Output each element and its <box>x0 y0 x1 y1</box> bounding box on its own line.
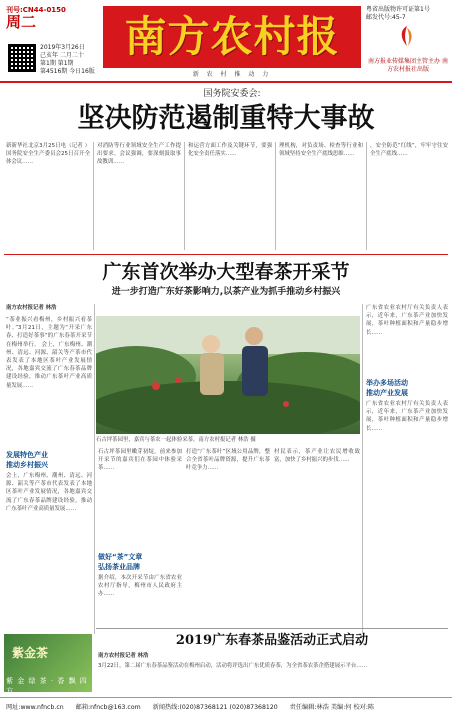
date-line: 2019年3月26日 <box>40 44 85 51</box>
story-subhead: 进一步打造广东好茶影响力,以茶产业为抓手推动乡村振兴 <box>111 287 341 297</box>
story-right-body-2: 广东省农业农村厅有关负责人表示，近年来，广东茶产业加快发展，茶叶种植面积和产量稳步增长…… <box>366 401 448 432</box>
slogan: 新 农 村 推 动 力 <box>192 71 272 78</box>
story-left-subhead <box>6 450 92 470</box>
story-right-subhead-1: 举办多场活动 <box>366 379 408 387</box>
lead-column-4: 理机构，对负责场、检查等行业和领域坚持安全生产底线思维…… <box>279 143 363 158</box>
column-divider <box>94 304 95 634</box>
story-left-subhead-2: 推动乡村振兴 <box>6 461 48 469</box>
issue-number: 第4516期 今日16版 <box>40 68 95 75</box>
story-left-subhead-1: 发展特色产业 <box>6 451 48 459</box>
story-headline: 广东首次举办大型春茶开采节 <box>102 261 350 283</box>
qr-code-icon <box>8 44 36 72</box>
story-left-body: 会上，广东梅州、潮州、清远、河源、韶关等产茶市代表发表了本地区茶叶产业发展情况，各地嘉宾交流了广东春茶品牌建设经验，推动广东茶叶产业高质量发展…… <box>6 473 92 512</box>
story-right-body-1: 广东省农业农村厅有关负责人表示，近年来，广东茶产业加快发展，茶叶种植面积和产量稳步增长…… <box>366 305 448 336</box>
column-divider <box>366 142 367 250</box>
lead-headline: 坚决防范遏制重特大事故 <box>77 103 375 134</box>
photo-caption: 石古坪茶园里，嘉宾与茶农一起体验采茶。南方农村报记者 林浩 摄 <box>96 437 256 443</box>
column-divider <box>93 142 94 250</box>
cn-code: 刊号:CN44-0150 <box>6 6 66 14</box>
footer-site: 网址:www.nfncb.cn <box>6 704 64 711</box>
story-bottom-col-3: 村民表示，茶产业让农民增收致富，加快了乡村振兴的步伐…… <box>274 449 360 464</box>
week-number: 第1期 第1期 <box>40 60 74 67</box>
publisher-line: 南方报业传媒集团主管主办 南方农村报社出版 <box>368 58 448 73</box>
story-bottom-col-2: 打造“广东茶叶”区域公用品牌，整合全省茶叶品牌资源，提升广东茶叶竞争力…… <box>186 449 270 472</box>
column-divider <box>184 142 185 250</box>
footer-phone: 新闻热线:(020)87368121 (020)87368120 <box>152 704 278 711</box>
lead-column-5: ，安全防范“红线”，牢牢守住安全生产底线…… <box>370 143 448 158</box>
column-divider <box>275 142 276 250</box>
bottom-byline: 南方农村报记者 林浩 <box>98 653 149 659</box>
masthead-dates <box>40 44 102 76</box>
story-bottom-subhead <box>98 552 182 572</box>
masthead-rule <box>0 81 452 83</box>
story-byline: 南方农村报记者 林浩 <box>6 305 57 311</box>
story-bottom-subhead-1: 做好“茶”文章 <box>98 553 143 561</box>
newspaper-title: 南方农村报 <box>124 12 340 61</box>
tea-pickers-illustration <box>96 316 360 434</box>
section-rule <box>4 254 448 255</box>
postal-code: 邮发代号:45-7 <box>366 14 406 21</box>
story-left-text: 会上，广东梅州、潮州、清远、河源、韶关等产茶市代表发表了本地区茶叶产业发展情况，各地嘉宾交流了广东春茶品牌建设经验，推动广东茶叶产业高质量发展…… <box>6 341 92 389</box>
story-intro-text: “茶业振兴看梅州，乡村振兴看茶叶。”3月21日，主题为“开采广东春、打造好茶事”的广东春茶开采节在梅州举行。 <box>6 317 92 348</box>
footer-email: 邮箱:nfncb@163.com <box>75 704 141 711</box>
lead-column-2: 对消防等行业领域安全生产工作提出要求。会议强调，要深刻汲取事故教训…… <box>97 143 181 166</box>
ad-brand: 紫金茶 <box>12 646 49 660</box>
ad-tagline: 紫 金 绿 茶 · 香 飘 四 方 <box>6 677 88 695</box>
publisher-logo-icon <box>396 24 418 48</box>
lead-kicker: 国务院安委会: <box>203 89 261 99</box>
column-divider <box>362 304 363 634</box>
story-bottom-col-1: 石古坪茶园里嫩芽初绽，前来参加开采节的嘉宾们在茶园中体验采茶…… <box>98 449 182 472</box>
license-line: 粤省出版物许可证第1号 <box>366 6 430 13</box>
bottom-body: 3月22日，第二届广东春茶品鉴活动在梅州启动，活动将评选出广东优质春茶，为全省茶农茶企搭建展示平台…… <box>98 663 368 669</box>
footer-editor: 责任编辑:林浩 美编:何 校对:陈 <box>289 704 375 711</box>
weekday: 周二 <box>6 13 37 31</box>
tea-garden-photo <box>96 316 360 434</box>
footer <box>0 697 452 718</box>
section-rule <box>96 628 448 629</box>
lead-column-3: 和运营方面工作及关键环节，要强化安全责任落实…… <box>188 143 272 158</box>
masthead-right-info <box>366 6 448 22</box>
story-bottom-col-4: 据介绍，本次开采节由广东省农业农村厅指导，梅州市人民政府主办…… <box>98 575 182 598</box>
lunar-date: 己亥年 二月二十 <box>40 52 84 59</box>
story-intro <box>6 316 92 446</box>
story-right-subhead-2: 推动产业发展 <box>366 389 408 397</box>
bottom-headline: 2019广东春茶品鉴活动正式启动 <box>175 633 369 648</box>
story-right-subhead <box>366 378 448 398</box>
lead-column-1: 新新华社北京3月25日电（记者 ）国务院安全生产委员会25日召开全体会议…… <box>6 143 90 166</box>
story-bottom-subhead-2: 弘扬茶业品牌 <box>98 563 140 571</box>
masthead <box>0 0 452 80</box>
